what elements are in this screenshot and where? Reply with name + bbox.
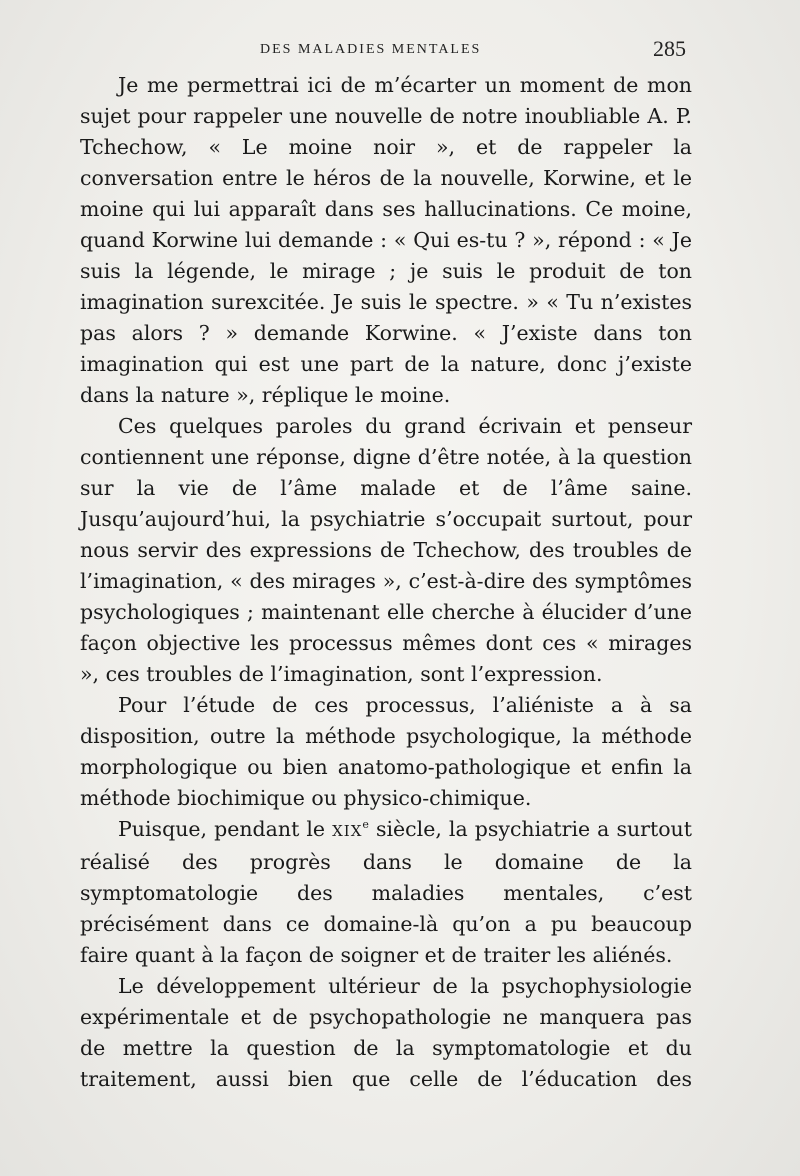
paragraph-4-start: Puisque, pendant le bbox=[118, 817, 333, 841]
running-head: DES MALADIES MENTALES bbox=[260, 42, 482, 57]
page-header bbox=[80, 36, 686, 64]
paragraph-2: Ces quelques paroles du grand écrivain et penseur contiennent une réponse, digne d’être notée, à la question sur la vie de l’âme malade et de l’âme saine. Jusqu’aujourd’hui, la psychiatrie s’occupait surtout, pour nous servir des expressions de Tchechow, des troubles de l’imagination, « des mirages », c’est-à-dire des symptômes psychologiques ; maintenant elle cherche à élucider d’une façon objective les processus mêmes dont ces « mirages », ces troubles de l’imagination, sont l’expression. bbox=[80, 414, 692, 686]
century-superscript: e bbox=[362, 818, 369, 831]
paragraph-4 bbox=[80, 814, 692, 971]
paragraph-5: Le développement ultérieur de la psychophysiologie expérimentale et de psychopathologie ne manquera pas de mettre la question de la symptomatologie et du traitement, aussi bien que celle de l’éducation des bbox=[80, 974, 692, 1091]
paragraph-4-end: siècle, la psychiatrie a surtout réalisé des progrès dans le domaine de la symptomatologie des maladies mentales, c’est précisément dans ce domaine-là qu’on a pu beaucoup faire quant à la façon de soigner et de traiter les aliénés. bbox=[80, 817, 692, 967]
body-text bbox=[80, 70, 692, 1095]
century-numeral: XIX bbox=[332, 822, 363, 840]
page-number: 285 bbox=[653, 36, 686, 61]
paragraph-3: Pour l’étude de ces processus, l’aliéniste a à sa disposition, outre la méthode psychologique, la méthode morphologique ou bien anatomo-pathologique et enfin la méthode biochimique ou physico-chimique. bbox=[80, 693, 692, 810]
paragraph-1: Je me permettrai ici de m’écarter un moment de mon sujet pour rappeler une nouvelle de notre inoubliable A. P. Tchechow, « Le moine noir », et de rappeler la conversation entre le héros de la nouvelle, Korwine, et le moine qui lui apparaît dans ses hallucinations. Ce moine, quand Korwine lui demande : « Qui es-tu ? », répond : « Je suis la légende, le mirage ; je suis le produit de ton imagination surexcitée. Je suis le spectre. » « Tu n’existes pas alors ? » demande Korwine. « J’existe dans ton imagination qui est une part de la nature, donc j’existe dans la nature », réplique le moine. bbox=[80, 73, 692, 407]
